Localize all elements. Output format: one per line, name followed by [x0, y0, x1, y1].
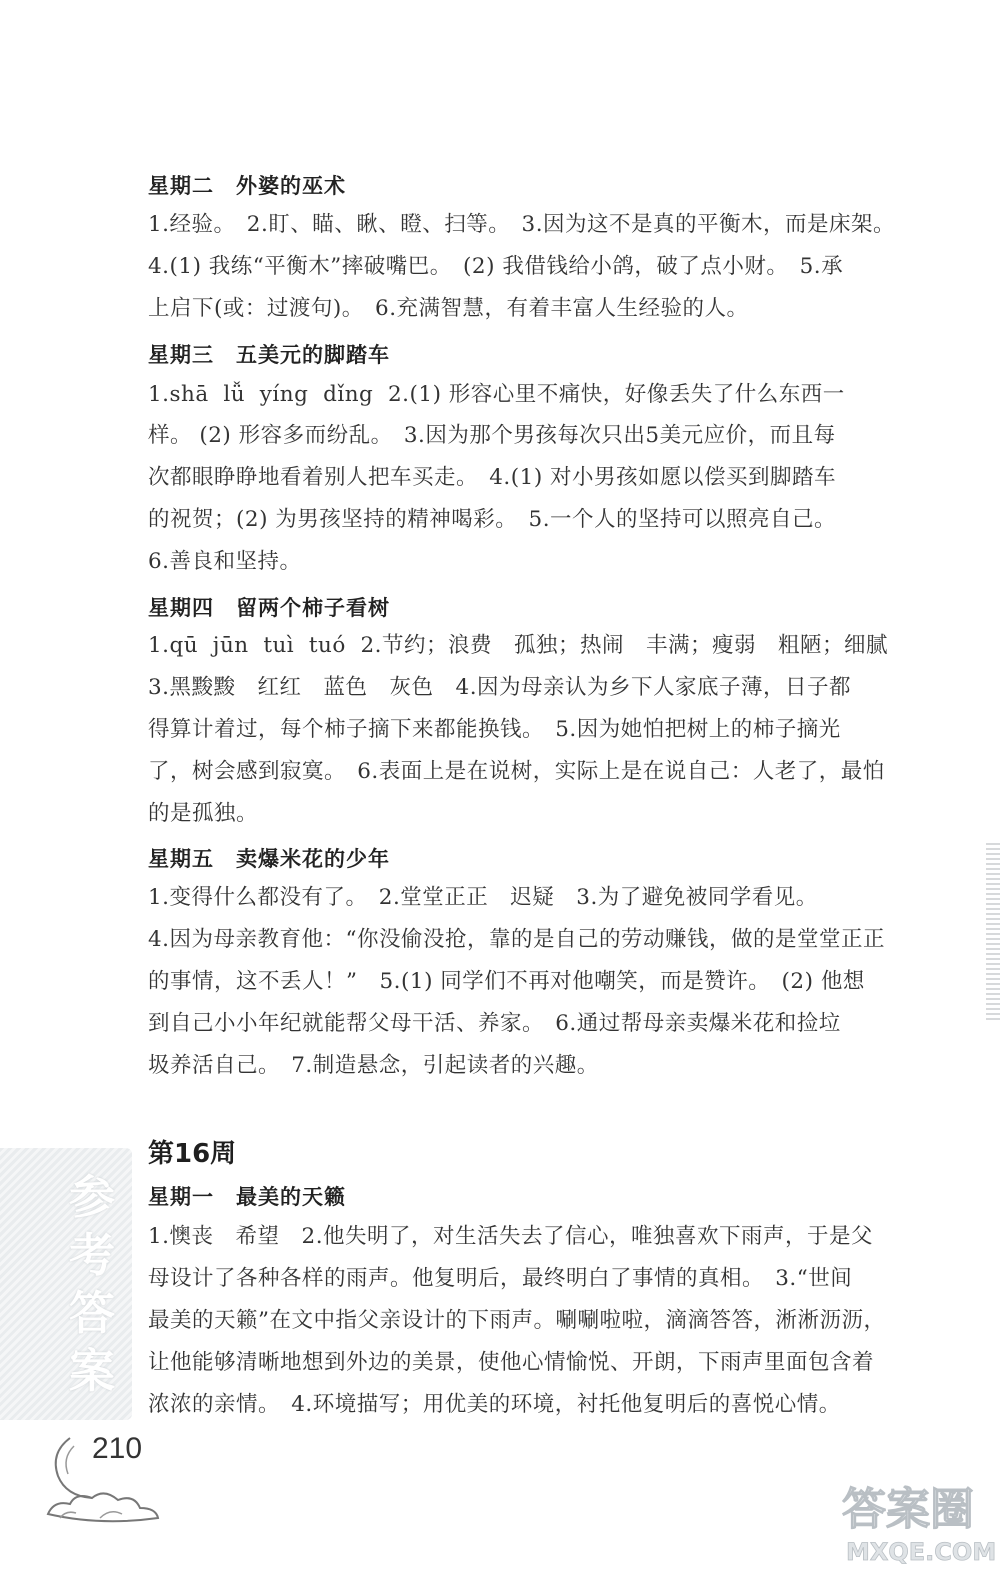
answer-line: 3.黑黢黢 红红 蓝色 灰色 4.因为母亲认为乡下人家底子薄，日子都	[148, 675, 852, 700]
week-title: 第16周	[148, 1139, 237, 1169]
answer-line: 1.shā lǚ yíng dǐng 2.(1) 形容心里不痛快，好像丢失了什么东西一	[148, 382, 845, 407]
logo-url: MXQE.COM	[846, 1538, 996, 1566]
page-number: 210	[92, 1432, 143, 1465]
logo-text: 答案圈	[842, 1484, 974, 1535]
answer-line: 让他能够清晰地想到外边的美景，使他心情愉悦、开朗，下雨声里面包含着	[148, 1350, 875, 1375]
answer-line: 最美的天籁”在文中指父亲设计的下雨声。唰唰啦啦，滴滴答答，淅淅沥沥，	[148, 1308, 886, 1333]
answer-line: 到自己小小年纪就能帮父母干活、养家。 6.通过帮母亲卖爆米花和捡垃	[148, 1011, 841, 1036]
section-heading-wednesday: 星期三 五美元的脚踏车	[148, 343, 390, 367]
answer-line: 得算计着过，每个柿子摘下来都能换钱。 5.因为她怕把树上的柿子摘光	[148, 717, 841, 742]
side-label: 参 考 答 案	[69, 1170, 115, 1398]
answer-line: 浓浓的亲情。 4.环境描写；用优美的环境，衬托他复明后的喜悦心情。	[148, 1392, 841, 1417]
side-label-block	[0, 1148, 132, 1420]
watermark-logo	[836, 1466, 996, 1570]
answer-line: 1.变得什么都没有了。 2.堂堂正正 迟疑 3.为了避免被同学看见。	[148, 885, 818, 910]
answer-line: 了，树会感到寂寞。 6.表面上是在说树，实际上是在说自己：人老了，最怕	[148, 759, 885, 784]
answer-line: 4.因为母亲教育他：“你没偷没抢，靠的是自己的劳动赚钱，做的是堂堂正正	[148, 927, 886, 952]
section-heading-monday: 星期一 最美的天籁	[148, 1185, 346, 1209]
answer-line: 4.(1) 我练“平衡木”摔破嘴巴。 (2) 我借钱给小鸽，破了点小财。 5.承	[148, 254, 844, 279]
section-heading-thursday: 星期四 留两个柿子看树	[148, 596, 390, 620]
edge-decoration	[986, 840, 1000, 1020]
answer-line: 次都眼睁睁地看着别人把车买走。 4.(1) 对小男孩如愿以偿买到脚踏车	[148, 465, 837, 490]
answer-line: 的事情，这不丢人！” 5.(1) 同学们不再对他嘲笑，而是赞许。 (2) 他想	[148, 969, 865, 994]
answer-line: 6.善良和坚持。	[148, 549, 302, 574]
answer-line: 母设计了各种各样的雨声。他复明后，最终明白了事情的真相。 3.“世间	[148, 1266, 853, 1291]
section-heading-friday: 星期五 卖爆米花的少年	[148, 847, 390, 871]
answer-line: 圾养活自己。 7.制造悬念，引起读者的兴趣。	[148, 1053, 599, 1078]
answer-line: 样。 (2) 形容多而纷乱。 3.因为那个男孩每次只出5美元应价，而且每	[148, 423, 836, 448]
answer-line: 的是孤独。	[148, 801, 259, 826]
answer-line: 1.经验。 2.盯、瞄、瞅、瞪、扫等。 3.因为这不是真的平衡木，而是床架。	[148, 212, 896, 237]
answer-line: 的祝贺；(2) 为男孩坚持的精神喝彩。 5.一个人的坚持可以照亮自己。	[148, 507, 837, 532]
answer-line: 上启下(或：过渡句)。 6.充满智慧，有着丰富人生经验的人。	[148, 296, 749, 321]
answer-line: 1.qū jūn tuì tuó 2.节约；浪费 孤独；热闹 丰满；瘦弱 粗陋；细腻	[148, 633, 888, 658]
answer-line: 1.懊丧 希望 2.他失明了，对生活失去了信心，唯独喜欢下雨声，于是父	[148, 1224, 874, 1249]
section-heading-tuesday: 星期二 外婆的巫术	[148, 174, 346, 198]
